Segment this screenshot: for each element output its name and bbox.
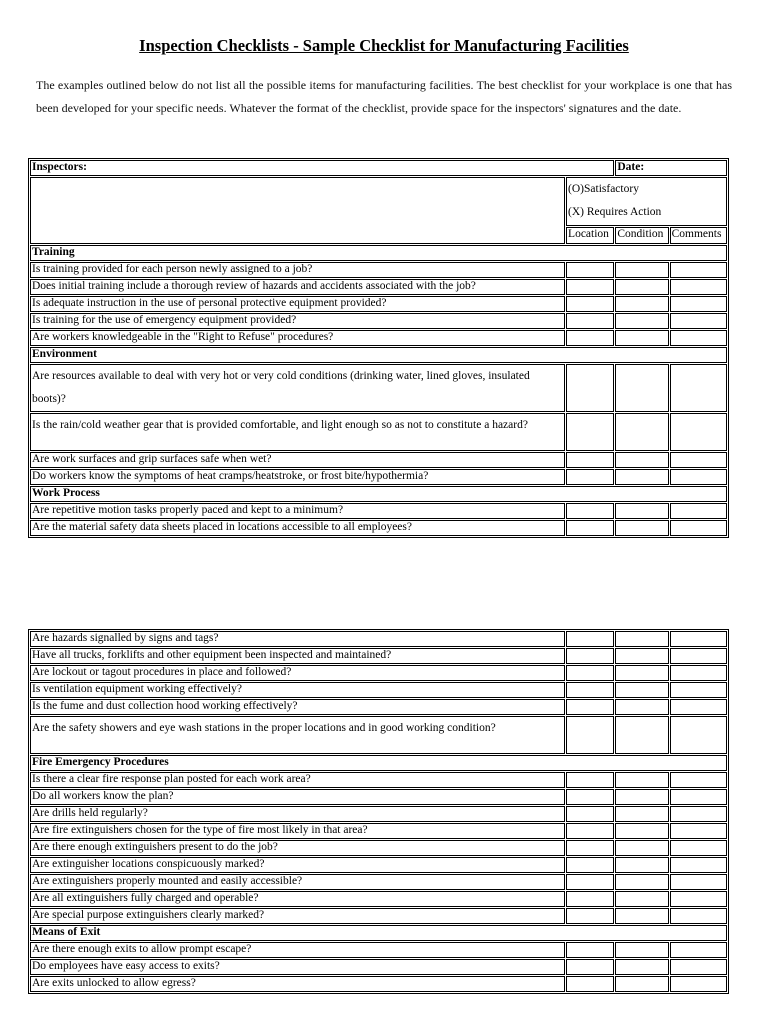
table-row: [30, 857, 727, 873]
comments-cell[interactable]: [670, 840, 727, 856]
checklist-table-1: [28, 158, 729, 538]
inspectors-signature-area[interactable]: [30, 177, 565, 244]
location-cell[interactable]: [566, 262, 614, 278]
question-text: Are repetitive motion tasks properly paced and kept to a minimum?: [30, 503, 565, 519]
condition-cell[interactable]: [615, 503, 668, 519]
comments-cell[interactable]: [670, 503, 727, 519]
question-text: Are the material safety data sheets placed in locations accessible to all employees?: [30, 520, 565, 536]
section-title-fire: Fire Emergency Procedures: [30, 755, 727, 771]
condition-cell[interactable]: [615, 330, 668, 346]
comments-cell[interactable]: [670, 296, 727, 312]
inspectors-label: Inspectors:: [32, 161, 87, 173]
condition-cell[interactable]: [615, 716, 668, 754]
condition-cell[interactable]: [615, 840, 668, 856]
location-cell[interactable]: [566, 469, 614, 485]
question-text: Is the rain/cold weather gear that is provided comfortable, and light enough so as not to constitute a hazard?: [30, 413, 565, 451]
checklist-table-2: [28, 629, 729, 994]
location-cell[interactable]: [566, 976, 614, 992]
question-text: Are resources available to deal with very hot or very cold conditions (drinking water, lined gloves, insulated boots)?: [30, 364, 565, 412]
location-cell[interactable]: [566, 959, 614, 975]
location-cell[interactable]: [566, 631, 614, 647]
question-text: Are workers knowledgeable in the "Right to Refuse" procedures?: [30, 330, 565, 346]
col-header-comments: Comments: [670, 227, 727, 244]
question-text: Does initial training include a thorough review of hazards and accidents associated with the job?: [30, 279, 565, 295]
location-cell[interactable]: [566, 682, 614, 698]
comments-cell[interactable]: [670, 789, 727, 805]
condition-cell[interactable]: [615, 823, 668, 839]
section-title-environment: Environment: [30, 347, 727, 363]
table-row: [30, 699, 727, 715]
condition-cell[interactable]: [615, 682, 668, 698]
condition-cell[interactable]: [615, 959, 668, 975]
question-text: Do all workers know the plan?: [30, 789, 565, 805]
condition-cell[interactable]: [615, 296, 668, 312]
comments-cell[interactable]: [670, 665, 727, 681]
location-cell[interactable]: [566, 806, 614, 822]
comments-cell[interactable]: [670, 874, 727, 890]
location-cell[interactable]: [566, 452, 614, 468]
table-row: [30, 823, 727, 839]
question-text: Is ventilation equipment working effectively?: [30, 682, 565, 698]
comments-cell[interactable]: [670, 631, 727, 647]
comments-cell[interactable]: [670, 908, 727, 924]
condition-cell[interactable]: [615, 452, 668, 468]
location-cell[interactable]: [566, 520, 614, 536]
question-text: Are extinguishers properly mounted and easily accessible?: [30, 874, 565, 890]
question-text: Are hazards signalled by signs and tags?: [30, 631, 565, 647]
comments-cell[interactable]: [670, 772, 727, 788]
table-row: [30, 296, 727, 312]
location-cell[interactable]: [566, 313, 614, 329]
page-title: Inspection Checklists - Sample Checklist for Manufacturing Facilities: [139, 36, 629, 55]
comments-cell[interactable]: [670, 857, 727, 873]
table-row: [30, 959, 727, 975]
comments-cell[interactable]: [670, 806, 727, 822]
comments-cell[interactable]: [670, 682, 727, 698]
question-text: Is there a clear fire response plan posted for each work area?: [30, 772, 565, 788]
comments-cell[interactable]: [670, 716, 727, 754]
condition-cell[interactable]: [615, 772, 668, 788]
table-row: [30, 313, 727, 329]
question-text: Is the fume and dust collection hood working effectively?: [30, 699, 565, 715]
condition-cell[interactable]: [615, 364, 668, 412]
comments-cell[interactable]: [670, 699, 727, 715]
comments-cell[interactable]: [670, 452, 727, 468]
condition-cell[interactable]: [615, 279, 668, 295]
legend-cell: [566, 177, 727, 226]
table-row: [30, 908, 727, 924]
legend-requires-action: (X) Requires Action: [568, 206, 662, 218]
location-cell[interactable]: [566, 716, 614, 754]
condition-cell[interactable]: [615, 891, 668, 907]
comments-cell[interactable]: [670, 976, 727, 992]
inspectors-cell[interactable]: [30, 160, 614, 176]
location-cell[interactable]: [566, 942, 614, 958]
table-row: [30, 631, 727, 647]
table-row: [30, 503, 727, 519]
question-text: Are work surfaces and grip surfaces safe when wet?: [30, 452, 565, 468]
question-text: Are exits unlocked to allow egress?: [30, 976, 565, 992]
location-cell[interactable]: [566, 665, 614, 681]
table-row: [30, 364, 727, 412]
comments-cell[interactable]: [670, 364, 727, 412]
table-row: [30, 665, 727, 681]
comments-cell[interactable]: [670, 313, 727, 329]
condition-cell[interactable]: [615, 262, 668, 278]
question-text: Are there enough exits to allow prompt escape?: [30, 942, 565, 958]
question-text: Is adequate instruction in the use of personal protective equipment provided?: [30, 296, 565, 312]
table-row: [30, 806, 727, 822]
condition-cell[interactable]: [615, 648, 668, 664]
intro-paragraph: The examples outlined below do not list all the possible items for manufacturing facilities. The best checklist for your workplace is one that has been developed for your specific needs. Whatever the format of the checklist, provide space for the inspectors' signatures and the date.: [36, 78, 732, 115]
table-row: [30, 874, 727, 890]
question-text: Are special purpose extinguishers clearly marked?: [30, 908, 565, 924]
table-row: [30, 789, 727, 805]
comments-cell[interactable]: [670, 648, 727, 664]
table-row: [30, 891, 727, 907]
condition-cell[interactable]: [615, 631, 668, 647]
table-row: [30, 330, 727, 346]
question-text: Do employees have easy access to exits?: [30, 959, 565, 975]
legend-satisfactory: (O)Satisfactory: [568, 183, 639, 195]
question-text: Have all trucks, forklifts and other equipment been inspected and maintained?: [30, 648, 565, 664]
location-cell[interactable]: [566, 823, 614, 839]
comments-cell[interactable]: [670, 262, 727, 278]
location-cell[interactable]: [566, 296, 614, 312]
date-label: Date:: [617, 161, 645, 173]
comments-cell[interactable]: [670, 520, 727, 536]
location-cell[interactable]: [566, 772, 614, 788]
condition-cell[interactable]: [615, 806, 668, 822]
location-cell[interactable]: [566, 789, 614, 805]
comments-cell[interactable]: [670, 413, 727, 451]
table-row: [30, 520, 727, 536]
question-text: Are extinguisher locations conspicuously marked?: [30, 857, 565, 873]
condition-cell[interactable]: [615, 313, 668, 329]
table-row: [30, 413, 727, 451]
condition-cell[interactable]: [615, 520, 668, 536]
table-row: [30, 840, 727, 856]
col-header-location: Location: [566, 227, 614, 244]
condition-cell[interactable]: [615, 665, 668, 681]
table-row: [30, 279, 727, 295]
question-text: Is training for the use of emergency equipment provided?: [30, 313, 565, 329]
condition-cell[interactable]: [615, 942, 668, 958]
condition-cell[interactable]: [615, 789, 668, 805]
location-cell[interactable]: [566, 279, 614, 295]
table-row: [30, 716, 727, 754]
question-text: Do workers know the symptoms of heat cramps/heatstroke, or frost bite/hypothermia?: [30, 469, 565, 485]
col-header-condition: Condition: [615, 227, 668, 244]
comments-cell[interactable]: [670, 942, 727, 958]
table-row: [30, 682, 727, 698]
table-row: [30, 772, 727, 788]
location-cell[interactable]: [566, 874, 614, 890]
location-cell[interactable]: [566, 364, 614, 412]
location-cell[interactable]: [566, 840, 614, 856]
table-row: [30, 262, 727, 278]
location-cell[interactable]: [566, 648, 614, 664]
location-cell[interactable]: [566, 503, 614, 519]
section-title-work-process: Work Process: [30, 486, 727, 502]
comments-cell[interactable]: [670, 891, 727, 907]
location-cell[interactable]: [566, 699, 614, 715]
location-cell[interactable]: [566, 413, 614, 451]
question-text: Is training provided for each person newly assigned to a job?: [30, 262, 565, 278]
comments-cell[interactable]: [670, 959, 727, 975]
section-title-training: Training: [30, 245, 727, 261]
table-row: [30, 452, 727, 468]
table-row: [30, 976, 727, 992]
question-text: Are the safety showers and eye wash stations in the proper locations and in good working condition?: [30, 716, 565, 754]
table-row: [30, 469, 727, 485]
question-text: Are drills held regularly?: [30, 806, 565, 822]
condition-cell[interactable]: [615, 908, 668, 924]
location-cell[interactable]: [566, 330, 614, 346]
question-text: Are all extinguishers fully charged and operable?: [30, 891, 565, 907]
comments-cell[interactable]: [670, 279, 727, 295]
location-cell[interactable]: [566, 891, 614, 907]
table-row: [30, 942, 727, 958]
condition-cell[interactable]: [615, 699, 668, 715]
question-text: Are lockout or tagout procedures in place and followed?: [30, 665, 565, 681]
condition-cell[interactable]: [615, 469, 668, 485]
location-cell[interactable]: [566, 857, 614, 873]
condition-cell[interactable]: [615, 413, 668, 451]
condition-cell[interactable]: [615, 874, 668, 890]
section-title-exit: Means of Exit: [30, 925, 727, 941]
date-cell[interactable]: [615, 160, 727, 176]
location-cell[interactable]: [566, 908, 614, 924]
question-text: Are there enough extinguishers present to do the job?: [30, 840, 565, 856]
comments-cell[interactable]: [670, 823, 727, 839]
table-row: [30, 648, 727, 664]
condition-cell[interactable]: [615, 976, 668, 992]
question-text: Are fire extinguishers chosen for the type of fire most likely in that area?: [30, 823, 565, 839]
comments-cell[interactable]: [670, 330, 727, 346]
condition-cell[interactable]: [615, 857, 668, 873]
comments-cell[interactable]: [670, 469, 727, 485]
